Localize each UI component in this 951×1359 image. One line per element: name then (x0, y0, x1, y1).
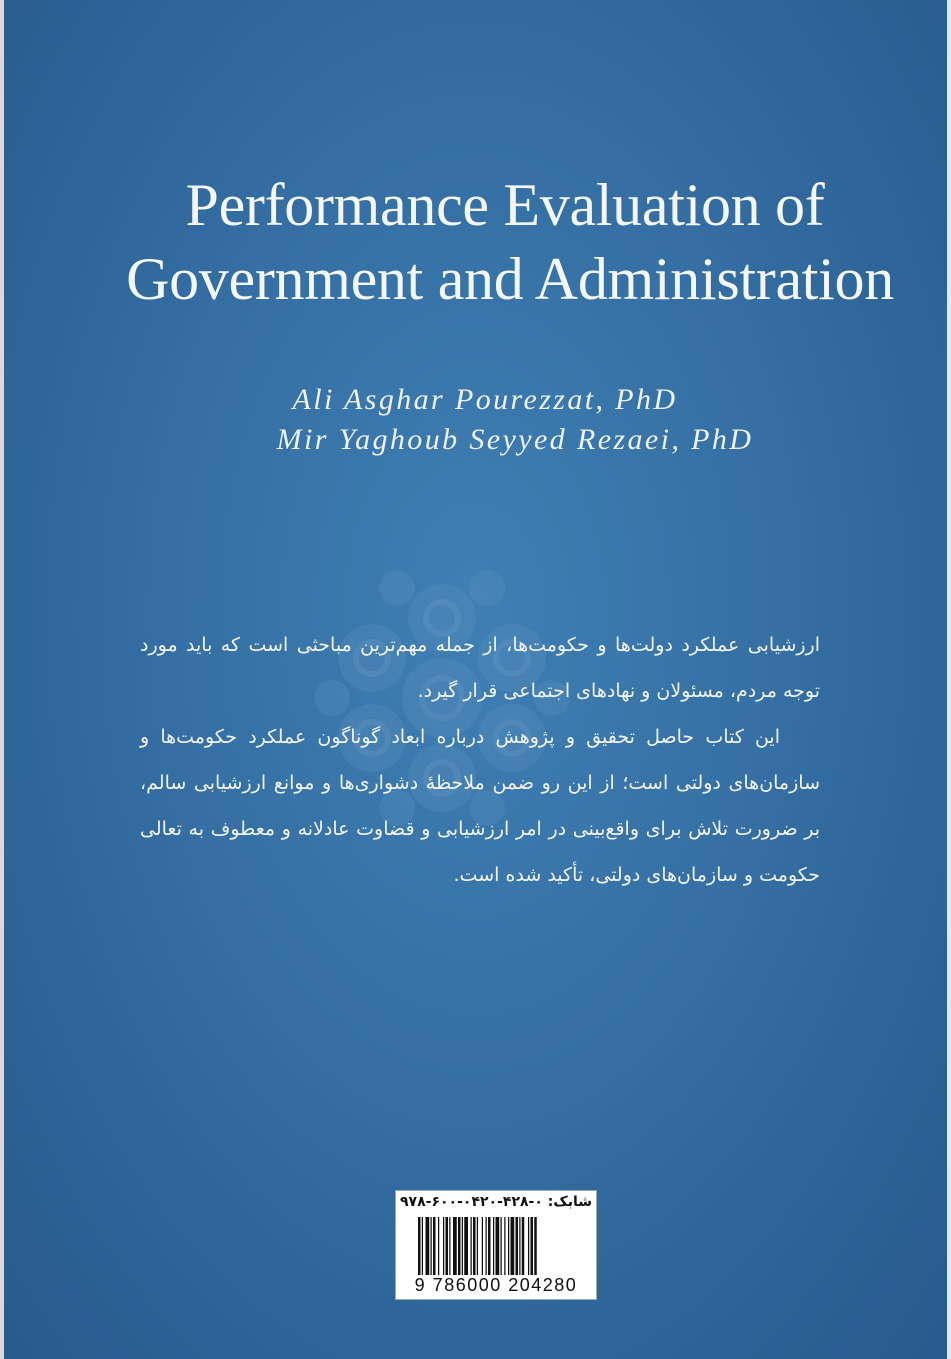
author-name: Ali Asghar Pourezzat, PhD (292, 383, 678, 416)
barcode-bar (511, 1217, 515, 1275)
book-title (60, 168, 950, 316)
barcode-bar (488, 1217, 491, 1275)
description-paragraph: این کتاب حاصل تحقیق و پژوهش درباره ابعاد گوناگون عملکرد حکومت‌ها و سازمان‌های دولتی است؛ از این رو ضمن ملاحظهٔ دشواری‌ها و موانع ارزشیابی سالم، بر ضرورت تلاش برای واقع‌بینی در امر ارزشیابی و قضاوت عادلانه و معطوف به تعالی حکومت و سازمان‌های دولتی، تأکید شده است. (140, 726, 820, 886)
barcode-bar (534, 1217, 537, 1275)
barcode-bar (462, 1217, 463, 1275)
barcode-bar (522, 1217, 525, 1275)
barcode-bar (453, 1217, 457, 1275)
cover-left-edge (0, 0, 4, 1359)
barcode-bar (477, 1217, 478, 1275)
barcode-bar (482, 1217, 483, 1275)
barcode-bar (473, 1217, 476, 1275)
barcode-bar (464, 1217, 468, 1275)
barcode-bar (438, 1217, 439, 1275)
barcode-bar (496, 1217, 500, 1275)
barcode-bars (418, 1217, 574, 1275)
barcode-bar (516, 1217, 519, 1275)
book-description (140, 622, 820, 898)
barcode-bar (493, 1217, 494, 1275)
barcode-bar (501, 1217, 502, 1275)
barcode-bar (508, 1217, 509, 1275)
barcode-bar (519, 1217, 520, 1275)
isbn-barcode (395, 1190, 597, 1300)
isbn-label: شابک: ۰-۴۲۸-۰۴۲۰-۶۰۰-۹۷۸ (400, 1194, 592, 1210)
book-title-line-1: Performance Evaluation of (185, 172, 825, 238)
barcode-bar (528, 1217, 529, 1275)
barcode-bar (418, 1217, 421, 1275)
barcode-bar (422, 1217, 423, 1275)
barcode-bar (531, 1217, 534, 1275)
description-paragraph: ارزشیابی عملکرد دولت‌ها و حکومت‌ها، از جمله مهم‌ترین مباحثی است که باید مورد توجه مردم، مسئولان و نهادهای اجتماعی قرار گیرد. (140, 634, 820, 702)
barcode-bar (471, 1217, 472, 1275)
barcode-bar (431, 1217, 432, 1275)
book-title-line-2: Government and Administration (126, 246, 894, 312)
barcode-bar (486, 1217, 487, 1275)
barcode-bar (446, 1217, 449, 1275)
authors-block (60, 380, 950, 460)
barcode-bar (449, 1217, 450, 1275)
author-name: Mir Yaghoub Seyyed Rezaei, PhD (276, 423, 754, 456)
barcode-bar (443, 1217, 444, 1275)
barcode-bar (504, 1217, 505, 1275)
isbn-digits: 9 786000 204280 (414, 1275, 578, 1295)
barcode-bar (433, 1217, 436, 1275)
barcode-bar (458, 1217, 461, 1275)
barcode-bar (426, 1217, 430, 1275)
